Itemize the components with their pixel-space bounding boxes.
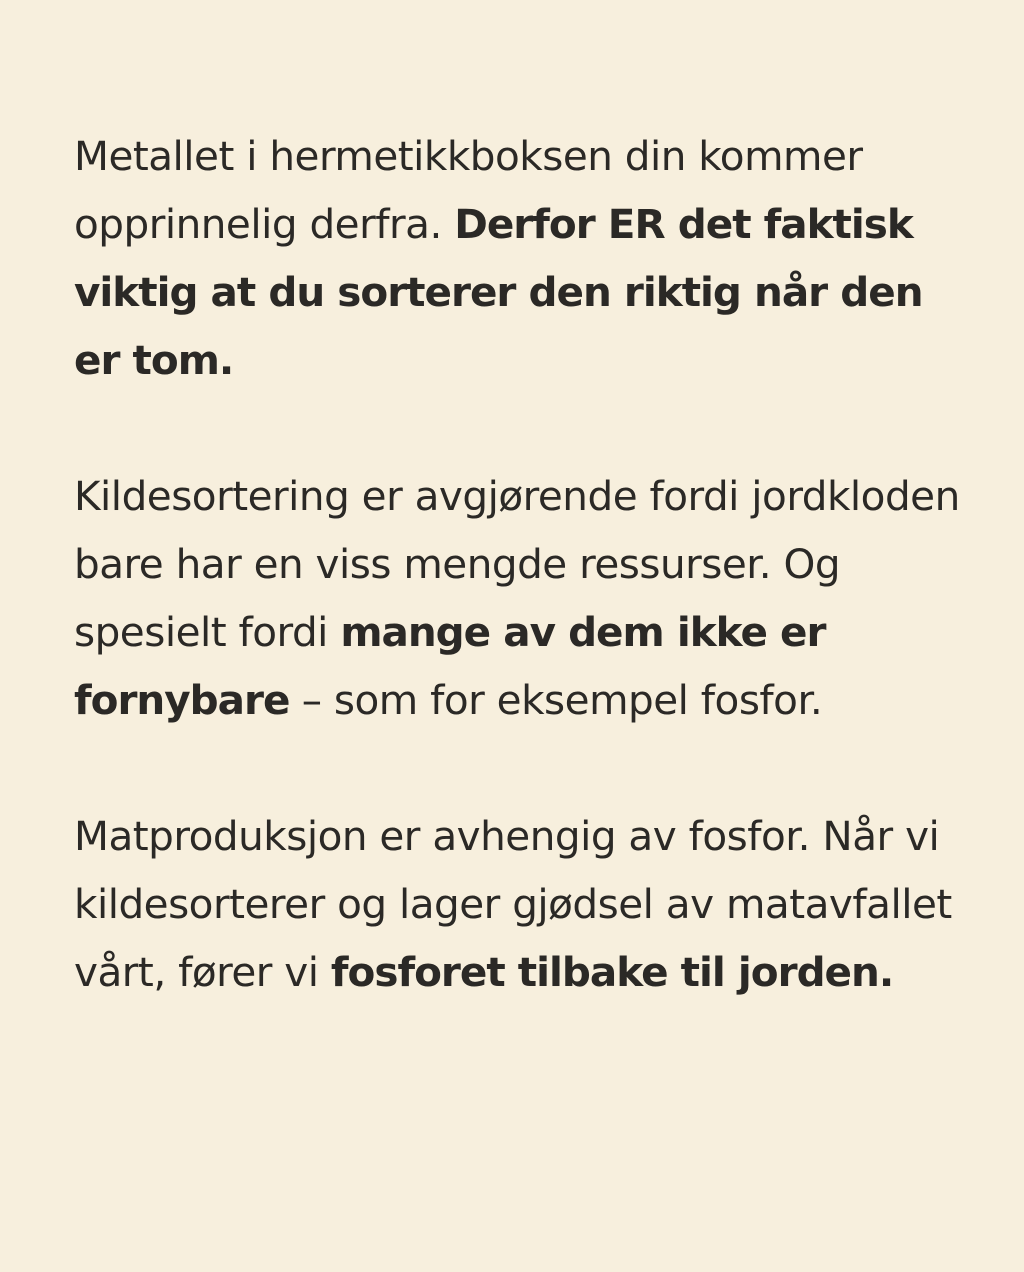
paragraph-text: Kildesortering er avgjørende fordi jordkloden bare har en viss mengde ressurser. Og spesielt fordi [74, 472, 960, 656]
paragraph-source-sorting [74, 462, 979, 734]
emphasis-text: mange av dem ikke er fornybare [74, 608, 826, 724]
emphasis-text: Derfor ER det faktisk viktig at du sorterer den riktig når den er tom. [74, 200, 923, 384]
paragraph-food-production [74, 802, 979, 1006]
paragraph-can-metal [74, 122, 979, 394]
paragraph-text: Matproduksjon er avhengig av fosfor. Når vi kildesorterer og lager gjødsel av matavfallet vårt, fører vi [74, 812, 952, 996]
paragraph-text: – som for eksempel fosfor. [289, 676, 823, 724]
emphasis-text: fosforet tilbake til jorden. [330, 948, 894, 996]
paragraph-text: Metallet i hermetikkboksen din kommer opprinnelig derfra. [74, 132, 863, 248]
article-body [74, 122, 979, 1006]
